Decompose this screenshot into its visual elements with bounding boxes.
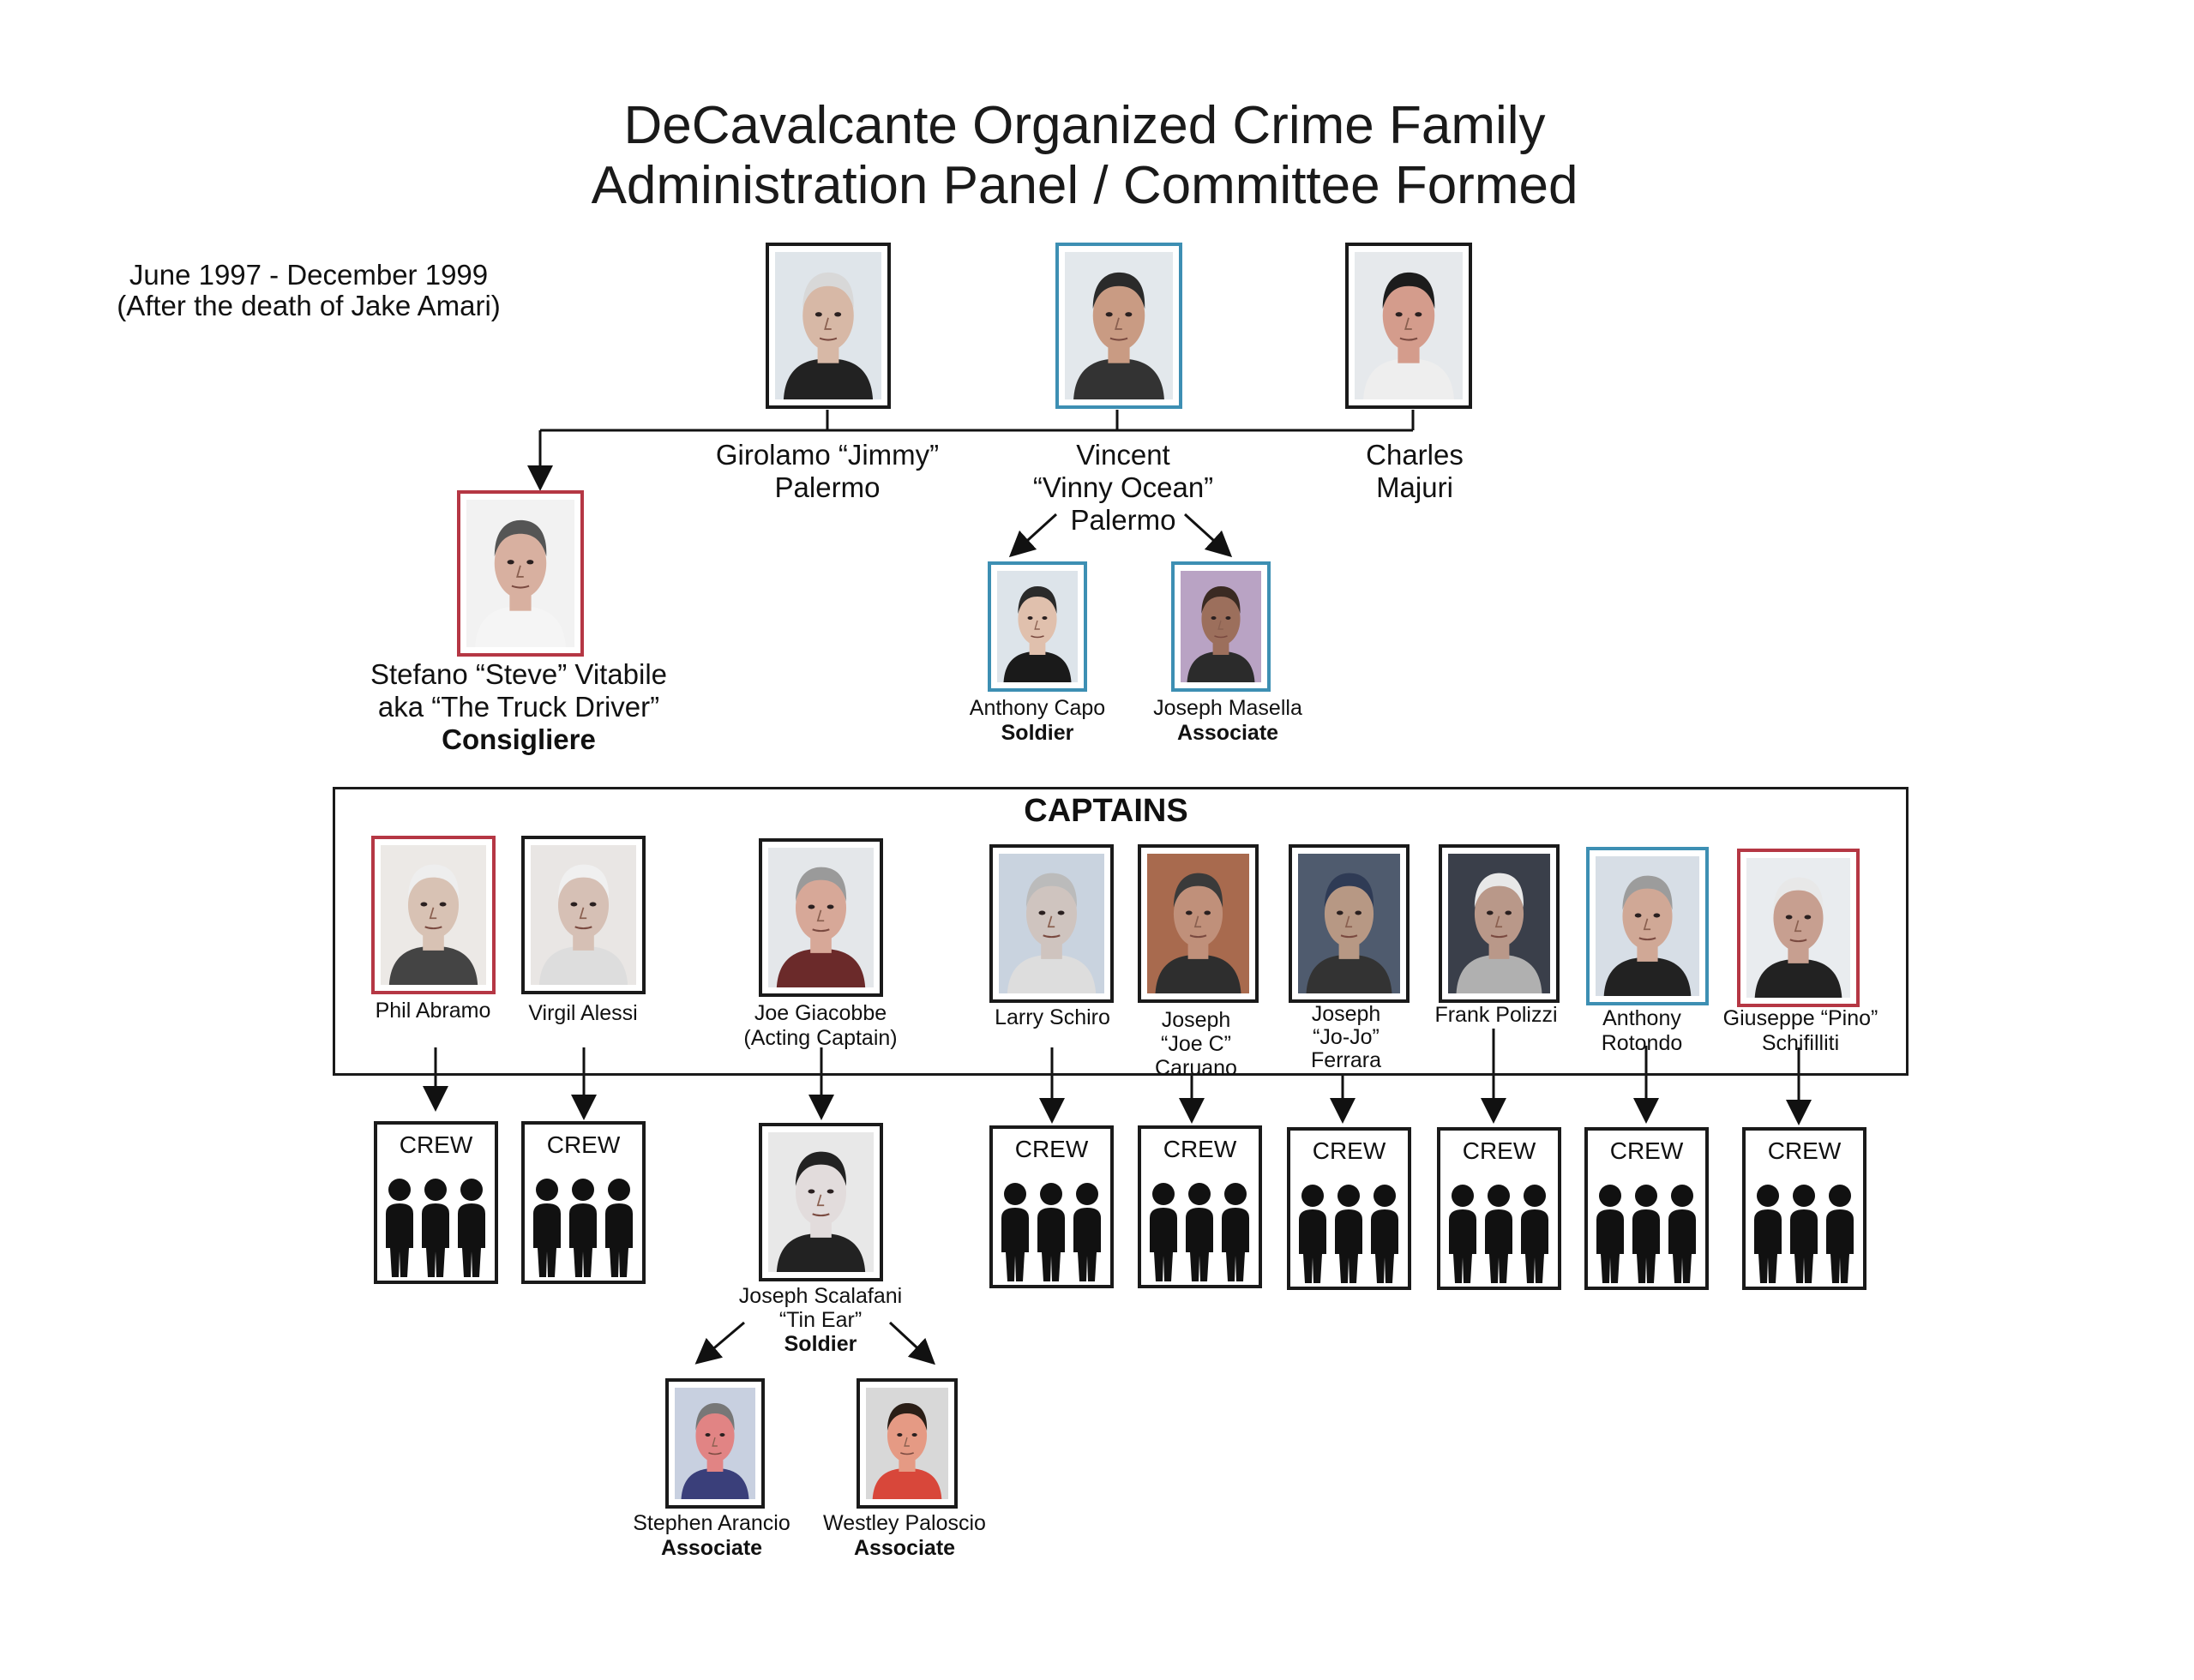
captain-name-joseph-ferrara: Joseph “Jo-Jo” Ferrara (1311, 1002, 1381, 1072)
page-title-line2: Administration Panel / Committee Formed (591, 156, 1578, 215)
crew-members-icon (1146, 1180, 1253, 1281)
captain-photo-joseph-ferrara (1289, 844, 1410, 1003)
period-line2: (After the death of Jake Amari) (117, 290, 501, 321)
captains-label: CAPTAINS (1024, 793, 1188, 829)
portrait-image (381, 845, 486, 985)
crew-box-abramo: CREW (374, 1121, 498, 1284)
portrait-image (1448, 854, 1550, 993)
portrait-image (997, 571, 1078, 682)
crew-members-icon (1295, 1182, 1403, 1283)
panel-photo-charles-majuri (1345, 243, 1472, 409)
captain-name-giuseppe-schifilliti: Giuseppe “Pino” Schifilliti (1722, 1006, 1878, 1055)
crew-members-icon (382, 1176, 490, 1277)
captain-name-joe-giacobbe: Joe Giacobbe (Acting Captain) (743, 1001, 898, 1050)
panel-photo-vincent-palermo (1055, 243, 1182, 409)
panel-name-jimmy-palermo: Girolamo “Jimmy” Palermo (715, 439, 940, 503)
crew-box-ferrara: CREW (1287, 1127, 1411, 1290)
portrait-image (675, 1388, 755, 1499)
portrait-image (1181, 571, 1261, 682)
crew-members-icon (530, 1176, 637, 1277)
portrait-image (866, 1388, 948, 1499)
portrait-image (1355, 252, 1463, 399)
soldier-photo-anthony-capo (988, 561, 1087, 692)
portrait-image (1298, 854, 1400, 993)
captain-photo-giuseppe-schifilliti (1737, 849, 1860, 1007)
portrait-image (1746, 858, 1850, 998)
subordinate-name-joseph-masella: Joseph Masella Associate (1153, 696, 1302, 745)
panel-name-charles-majuri: Charles Majuri (1366, 439, 1464, 503)
portrait-image (768, 1132, 874, 1272)
associate-name-westley-paloscio: Westley Paloscio Associate (823, 1511, 986, 1560)
captain-name-virgil-alessi: Virgil Alessi (528, 1001, 638, 1025)
crew-box-schiro: CREW (989, 1125, 1114, 1288)
captain-name-anthony-rotondo: Anthony Rotondo (1601, 1006, 1683, 1055)
soldier-name-joseph-scalafani: Joseph Scalafani “Tin Ear” Soldier (738, 1284, 903, 1356)
crew-box-polizzi: CREW (1437, 1127, 1561, 1290)
consigliere-name: Stefano “Steve” Vitabile aka “The Truck Driver” Consigliere (326, 658, 712, 756)
period-line1: June 1997 - December 1999 (129, 259, 489, 291)
subordinate-name-anthony-capo: Anthony Capo Soldier (969, 696, 1106, 745)
page-title-line1: DeCavalcante Organized Crime Family (623, 96, 1546, 155)
captain-name-larry-schiro: Larry Schiro (995, 1005, 1110, 1029)
consigliere-photo (457, 490, 584, 657)
crew-members-icon (998, 1180, 1105, 1281)
captain-name-joseph-caruano: Joseph “Joe C” Caruano (1155, 1008, 1237, 1080)
portrait-image (1596, 856, 1699, 996)
captain-photo-larry-schiro (989, 844, 1114, 1003)
captain-name-frank-polizzi: Frank Polizzi (1434, 1003, 1558, 1027)
soldier-photo-joseph-scalafani (759, 1123, 883, 1281)
captain-photo-joseph-caruano (1138, 844, 1259, 1003)
crew-box-caruano: CREW (1138, 1125, 1262, 1288)
captain-name-phil-abramo: Phil Abramo (375, 999, 491, 1023)
associate-photo-westley-paloscio (857, 1378, 958, 1509)
crew-box-alessi: CREW (521, 1121, 646, 1284)
portrait-image (999, 854, 1104, 993)
associate-name-stephen-arancio: Stephen Arancio Associate (633, 1511, 790, 1560)
crew-members-icon (1446, 1182, 1553, 1283)
captain-photo-anthony-rotondo (1586, 847, 1709, 1005)
portrait-image (466, 500, 574, 647)
associate-photo-stephen-arancio (665, 1378, 765, 1509)
captain-photo-phil-abramo (371, 836, 496, 994)
consigliere-role: Consigliere (442, 723, 596, 755)
captain-photo-frank-polizzi (1439, 844, 1560, 1003)
crew-box-rotondo: CREW (1584, 1127, 1709, 1290)
portrait-image (1147, 854, 1249, 993)
portrait-image (1065, 252, 1173, 399)
portrait-image (768, 848, 874, 987)
portrait-image (775, 252, 881, 399)
portrait-image (531, 845, 636, 985)
crew-members-icon (1593, 1182, 1700, 1283)
captain-photo-joe-giacobbe (759, 838, 883, 997)
panel-name-vincent-palermo: Vincent “Vinny Ocean” Palermo (1032, 439, 1214, 536)
crew-members-icon (1751, 1182, 1858, 1283)
crew-box-schifilliti: CREW (1742, 1127, 1866, 1290)
captain-photo-virgil-alessi (521, 836, 646, 994)
associate-photo-joseph-masella (1171, 561, 1271, 692)
panel-photo-jimmy-palermo (766, 243, 891, 409)
